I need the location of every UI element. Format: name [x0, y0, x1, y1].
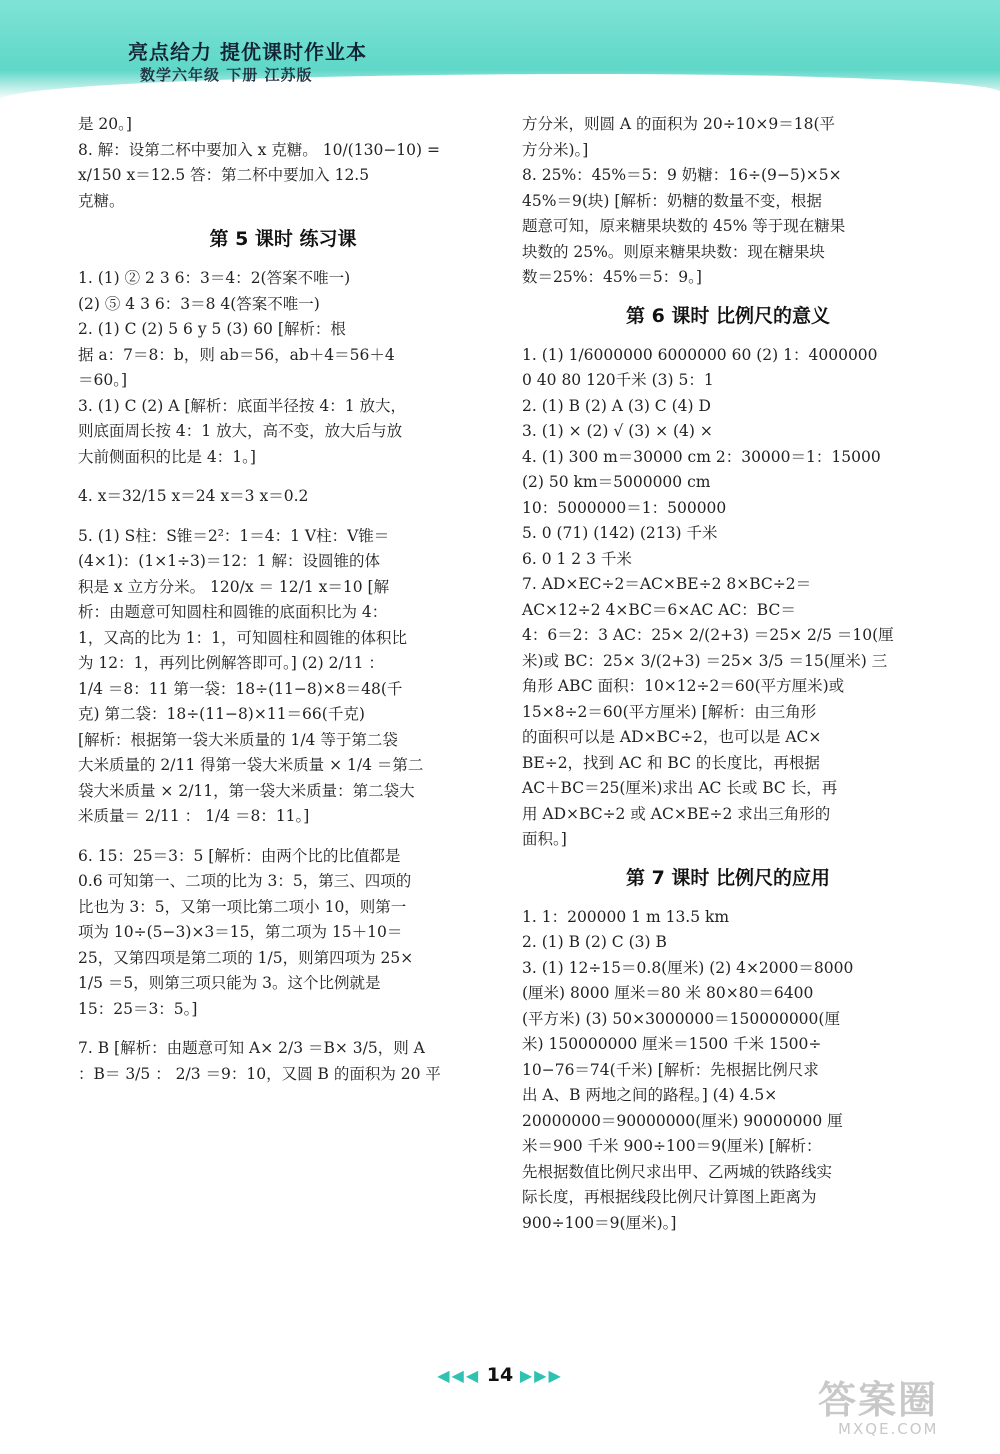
answer-line: 据 a：7＝8：b，则 ab＝56，ab＋4＝56＋4 [78, 345, 395, 364]
answer-line: 块数的 25%。则原来糖果块数：现在糖果块 [522, 242, 825, 261]
header-title: 亮点给力 提优课时作业本 [128, 40, 367, 64]
answer-line: 0.6 可知第一、二项的比为 3：5，第三、四项的 [78, 872, 412, 890]
answer-line: 的面积可以是 AD×BC÷2，也可以是 AC× [522, 728, 822, 746]
spacer [78, 470, 488, 484]
answer-line: AC＋BC＝25(厘米)求出 AC 长或 BC 长，再 [522, 779, 838, 797]
answer-line: AC×12÷2 4×BC＝6×AC AC：BC＝ [522, 600, 796, 619]
answer-line: 1/4 ＝8：11 第一袋：18÷(11−8)×8＝48(千 [78, 679, 403, 698]
answer-line: 角形 ABC 面积：10×12÷2＝60(平方厘米)或 [522, 677, 845, 695]
answer-line: 先根据数值比例尺求出甲、乙两城的铁路线实 [522, 1162, 833, 1181]
answer-line: 6. 15：25＝3：5 [解析：由两个比的比值都是 [78, 846, 401, 865]
answer-line: 大前侧面积的比是 4：1。] [78, 447, 256, 466]
answer-line: 出 A、B 两地之间的路程。] (4) 4.5× [522, 1086, 778, 1104]
answer-line: (4×1)：(1×1÷3)＝12：1 解：设圆锥的体 [78, 552, 380, 570]
answer-line: ：B＝ 3/5 ： 2/3 ＝9：10，又圆 B 的面积为 20 平 [78, 1064, 441, 1083]
answer-line: (平方米) (3) 50×3000000＝150000000(厘 [522, 1009, 840, 1028]
answer-line: 际长度，再根据线段比例尺计算图上距离为 [522, 1188, 817, 1206]
answer-line: 克糖。 [78, 191, 125, 210]
answer-line: 数＝25%：45%＝5：9。] [522, 268, 702, 286]
answer-line: 米)或 BC：25× 3/(2+3) ＝25× 3/5 ＝15(厘米) 三 [522, 651, 888, 670]
answer-line: 3. (1) × (2) √ (3) × (4) × [522, 422, 713, 440]
answer-line: 4. x＝32/15 x＝24 x＝3 x＝0.2 [78, 487, 309, 505]
answer-line: (2) 50 km＝5000000 cm [522, 473, 711, 491]
answer-line: 面积。] [522, 830, 567, 848]
section-title: 第 7 课时 比例尺的应用 [625, 866, 831, 889]
answer-line: (厘米) 8000 厘米＝80 米 80×80＝6400 [522, 984, 814, 1002]
answer-line: 为 12：1，再列比例解答即可。] (2) 2/11 ： [78, 654, 384, 672]
answer-line: 20000000＝90000000(厘米) 90000000 厘 [522, 1111, 843, 1130]
answer-line: 900÷100＝9(厘米)。] [522, 1213, 677, 1232]
answer-line: 大米质量的 2/11 得第一袋大米质量 × 1/4 ＝第二 [78, 756, 424, 774]
answer-line: 则底面周长按 4：1 放大，高不变，放大后与放 [78, 422, 403, 440]
answer-line: 8. 25%：45%＝5：9 奶糖：16÷(9−5)×5× [522, 166, 842, 184]
next-arrows-icon: ▶▶▶ [519, 1366, 563, 1385]
answer-line: 1. 1：200000 1 m 13.5 km [522, 907, 730, 926]
answer-line: (2) ⑤ 4 3 6：3＝8 4(答案不唯一) [78, 294, 320, 313]
answer-line: 25，又第四项是第二项的 1/5，则第四项为 25× [78, 948, 414, 967]
right-column [522, 112, 934, 1236]
answer-line: 8. 解：设第二杯中要加入 x 克糖。 10/(130−10) = [78, 140, 440, 159]
answer-line: 1/5 ＝5，则第三项只能为 3。这个比例就是 [78, 974, 381, 992]
left-column [78, 112, 488, 1087]
watermark-logo [818, 1380, 988, 1440]
prev-arrows-icon: ◀◀◀ [437, 1366, 481, 1385]
answer-line: 是 20。] [78, 115, 132, 133]
answer-line: 0 40 80 120千米 (3) 5：1 [522, 371, 714, 389]
spacer [78, 510, 488, 524]
answer-line: 用 AD×BC÷2 或 AC×BE÷2 求出三角形的 [522, 804, 831, 823]
answer-line: [解析：根据第一袋大米质量的 1/4 等于第二袋 [78, 730, 398, 749]
answer-line: 袋大米质量 × 2/11，第一袋大米质量：第二袋大 [78, 781, 415, 800]
answer-line: 克) 第二袋：18÷(11−8)×11＝66(千克) [78, 705, 365, 723]
answer-line: 题意可知，原来糖果块数的 45% 等于现在糖果 [522, 217, 846, 235]
section-title: 第 5 课时 练习课 [209, 228, 357, 250]
page-header [0, 0, 1000, 100]
answer-line: 1. (1) ② 2 3 6：3＝4：2(答案不唯一) [78, 269, 351, 287]
answer-line: 3. (1) 12÷15＝0.8(厘米) (2) 4×2000＝8000 [522, 958, 854, 977]
answer-line: 米质量＝ 2/11 ： 1/4 ＝8：11。] [78, 807, 310, 825]
answer-line: 5. (1) S柱：S锥＝2²：1＝4：1 V柱：V锥＝ [78, 526, 390, 545]
answer-line: 4：6＝2：3 AC：25× 2/(2+3) ＝25× 2/5 ＝10(厘 [522, 626, 894, 644]
answer-line: 4. (1) 300 m＝30000 cm 2：30000＝1：15000 [522, 447, 881, 466]
answer-line: ＝60。] [78, 371, 128, 389]
spacer [78, 830, 488, 844]
answer-line: 析：由题意可知圆柱和圆锥的底面积比为 4： [78, 603, 388, 621]
answer-line: 2. (1) B (2) A (3) C (4) D [522, 396, 711, 415]
answer-line: 5. 0 (71) (142) (213) 千米 [522, 524, 718, 542]
answer-line: 7. B [解析：由题意可知 A× 2/3 ＝B× 3/5，则 A [78, 1039, 425, 1057]
page-number: 14 [486, 1364, 514, 1386]
answer-line: 方分米)。] [522, 140, 589, 159]
section-title: 第 6 课时 比例尺的意义 [625, 304, 831, 327]
answer-line: 10−76＝74(千米) [解析：先根据比例尺求 [522, 1060, 819, 1079]
answer-line: 15：25＝3：5。] [78, 999, 198, 1018]
answer-line: 2. (1) C (2) 5 6 y 5 (3) 60 [解析：根 [78, 320, 346, 338]
answer-line: 3. (1) C (2) A [解析：底面半径按 4：1 放大， [78, 396, 407, 415]
answer-line: 45%＝9(块) [解析：奶糖的数量不变，根据 [522, 191, 822, 210]
answer-line: 2. (1) B (2) C (3) B [522, 933, 667, 951]
answer-line: BE÷2，找到 AC 和 BC 的长度比，再根据 [522, 753, 820, 772]
answer-line: 15×8÷2＝60(平方厘米) [解析：由三角形 [522, 702, 817, 721]
answer-line: 项为 10÷(5−3)×3＝15，第二项为 15＋10＝ [78, 923, 403, 941]
answer-line: 积是 x 立方分米。 120/x ＝ 12/1 x＝10 [解 [78, 577, 390, 596]
watermark-text: 答案圈 [818, 1378, 939, 1422]
answer-line: 10：5000000＝1：500000 [522, 498, 727, 517]
answer-line: 7. AD×EC÷2＝AC×BE÷2 8×BC÷2＝ [522, 575, 812, 593]
answer-line: 1. (1) 1/6000000 6000000 60 (2) 1：4000000 [522, 345, 878, 364]
spacer [78, 1022, 488, 1036]
answer-line: 1，又高的比为 1：1，可知圆柱和圆锥的体积比 [78, 628, 408, 647]
answer-line: 6. 0 1 2 3 千米 [522, 549, 632, 568]
answer-line: 米＝900 千米 900÷100＝9(厘米) [解析： [522, 1137, 822, 1155]
header-subtitle: 数学六年级 下册 江苏版 [140, 66, 313, 84]
answer-line: x/150 x＝12.5 答：第二杯中要加入 12.5 [78, 166, 370, 184]
answer-line: 方分米，则圆 A 的面积为 20÷10×9＝18(平 [522, 115, 836, 133]
watermark-url: MXQE.COM [838, 1420, 939, 1438]
answer-line: 米) 150000000 厘米＝1500 千米 1500÷ [522, 1035, 822, 1053]
answer-line: 比也为 3：5，又第一项比第二项小 10，则第一 [78, 897, 407, 916]
